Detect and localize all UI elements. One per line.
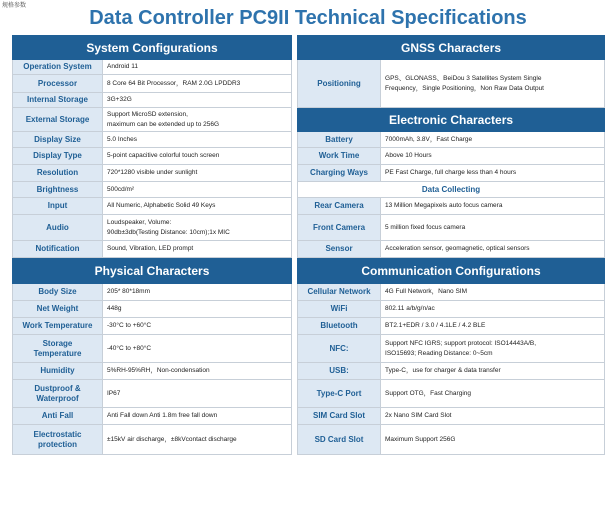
spec-value-line: maximum can be extended up to 256G bbox=[107, 120, 220, 128]
spec-label: Cellular Network bbox=[298, 284, 381, 301]
spec-value-line: GPS、GLONASS、BeiDou 3 Satellites System Single bbox=[385, 74, 542, 82]
spec-label: Operation System bbox=[13, 60, 103, 75]
spec-label-line: Temperature bbox=[33, 348, 82, 358]
spec-value-line: ISO15693; Reading Distance: 0~5cm bbox=[385, 349, 493, 357]
spec-value: 3G+32G bbox=[103, 93, 292, 108]
spec-value: PE Fast Charge, full charge less than 4 hours bbox=[381, 165, 605, 182]
spec-label: SD Card Slot bbox=[298, 425, 381, 455]
spec-label bbox=[13, 335, 103, 363]
spec-label: Front Camera bbox=[298, 215, 381, 241]
spec-value: ±15kV air discharge，±8kVcontact discharge bbox=[103, 425, 292, 455]
spec-value-line: Loudspeaker, Volume: bbox=[107, 218, 172, 226]
spec-value: Maximum Support 256G bbox=[381, 425, 605, 455]
spec-label bbox=[13, 380, 103, 408]
section-physical-header: Physical Characters bbox=[13, 258, 292, 284]
section-system-header: System Configurations bbox=[13, 36, 292, 60]
corner-note: 规格参数 bbox=[2, 3, 27, 9]
spec-value: -30°C to +60°C bbox=[103, 318, 292, 335]
spec-value: 448g bbox=[103, 301, 292, 318]
spec-label: Bluetooth bbox=[298, 318, 381, 335]
spec-label: WiFi bbox=[298, 301, 381, 318]
section-data-collecting-header: Data Collecting bbox=[298, 182, 605, 198]
spec-label-line: Dustproof & bbox=[34, 383, 81, 393]
spec-label: SIM Card Slot bbox=[298, 408, 381, 425]
spec-value: IP67 bbox=[103, 380, 292, 408]
spec-label-line: Electrostatic bbox=[33, 429, 82, 439]
section-electronic-header: Electronic Characters bbox=[298, 108, 605, 132]
spec-value: 5 million fixed focus camera bbox=[381, 215, 605, 241]
spec-value: Anti Fall down Anti 1.8m free fall down bbox=[103, 408, 292, 425]
spec-label: Notification bbox=[13, 241, 103, 258]
spec-label: Processor bbox=[13, 75, 103, 93]
spec-value: 4G Full Network，Nano SIM bbox=[381, 284, 605, 301]
spec-value-line: 90db±3db(Testing Distance: 10cm);1x MIC bbox=[107, 228, 230, 236]
spec-label: Audio bbox=[13, 215, 103, 241]
spec-value: 720*1280 visible under sunlight bbox=[103, 165, 292, 182]
spec-label: Charging Ways bbox=[298, 165, 381, 182]
spec-label-line: Storage bbox=[42, 338, 73, 348]
spec-value: BT2.1+EDR / 3.0 / 4.1LE / 4.2 BLE bbox=[381, 318, 605, 335]
spec-label-line: protection bbox=[37, 439, 78, 449]
spec-value-line: Frequency，Single Positioning，Non Raw Data Output bbox=[385, 84, 544, 92]
spec-label: USB: bbox=[298, 363, 381, 380]
spec-label: Display Size bbox=[13, 132, 103, 148]
spec-label: Input bbox=[13, 198, 103, 215]
spec-label: Brightness bbox=[13, 182, 103, 198]
spec-value bbox=[381, 60, 605, 108]
spec-value: Type-C，use for charger & data transfer bbox=[381, 363, 605, 380]
spec-label: Work Temperature bbox=[13, 318, 103, 335]
section-gnss-header: GNSS Characters bbox=[298, 36, 605, 60]
spec-label: Anti Fall bbox=[13, 408, 103, 425]
spec-label: NFC: bbox=[298, 335, 381, 363]
spec-value: -40°C to +80°C bbox=[103, 335, 292, 363]
spec-value: Acceleration sensor, geomagnetic, optical sensors bbox=[381, 241, 605, 258]
spec-value: 13 Million Megapixels auto focus camera bbox=[381, 198, 605, 215]
spec-value: Android 11 bbox=[103, 60, 292, 75]
spec-value: Sound, Vibration, LED prompt bbox=[103, 241, 292, 258]
spec-label: Rear Camera bbox=[298, 198, 381, 215]
spec-label-line: Waterproof bbox=[36, 393, 79, 403]
spec-value: Support OTG，Fast Charging bbox=[381, 380, 605, 408]
section-communication-header: Communication Configurations bbox=[298, 258, 605, 284]
spec-value bbox=[103, 215, 292, 241]
spec-table bbox=[12, 35, 605, 455]
spec-label: Battery bbox=[298, 132, 381, 148]
spec-value: 8 Core 64 Bit Processor，RAM 2.0G LPDDR3 bbox=[103, 75, 292, 93]
spec-value: 5.0 Inches bbox=[103, 132, 292, 148]
spec-label: Body Size bbox=[13, 284, 103, 301]
spec-value: 500cd/m² bbox=[103, 182, 292, 198]
spec-label: Internal Storage bbox=[13, 93, 103, 108]
spec-value: 205* 80*18mm bbox=[103, 284, 292, 301]
spec-value bbox=[381, 335, 605, 363]
spec-label: Positioning bbox=[298, 60, 381, 108]
spec-label: Humidity bbox=[13, 363, 103, 380]
spec-label: Sensor bbox=[298, 241, 381, 258]
spec-value-line: Support NFC IGRS; support protocol: ISO14443A/B, bbox=[385, 339, 537, 347]
spec-value: 2x Nano SIM Card Slot bbox=[381, 408, 605, 425]
spec-value: Above 10 Hours bbox=[381, 148, 605, 165]
spec-value-line: Support MicroSD extension, bbox=[107, 110, 188, 118]
spec-value: 7000mAh, 3.8V，Fast Charge bbox=[381, 132, 605, 148]
spec-label bbox=[13, 425, 103, 455]
spec-value: 802.11 a/b/g/n/ac bbox=[381, 301, 605, 318]
spec-value: 5-point capacitive colorful touch screen bbox=[103, 148, 292, 165]
spec-label: Net Weight bbox=[13, 301, 103, 318]
spec-value: 5%RH-95%RH，Non-condensation bbox=[103, 363, 292, 380]
spec-label: Type-C Port bbox=[298, 380, 381, 408]
spec-label: External Storage bbox=[13, 108, 103, 132]
spec-label: Work Time bbox=[298, 148, 381, 165]
spec-label: Display Type bbox=[13, 148, 103, 165]
spec-value bbox=[103, 108, 292, 132]
spec-label: Resolution bbox=[13, 165, 103, 182]
page-title: Data Controller PC9II Technical Specifications bbox=[89, 7, 527, 29]
spec-value: All Numeric, Alphabetic Solid 49 Keys bbox=[103, 198, 292, 215]
